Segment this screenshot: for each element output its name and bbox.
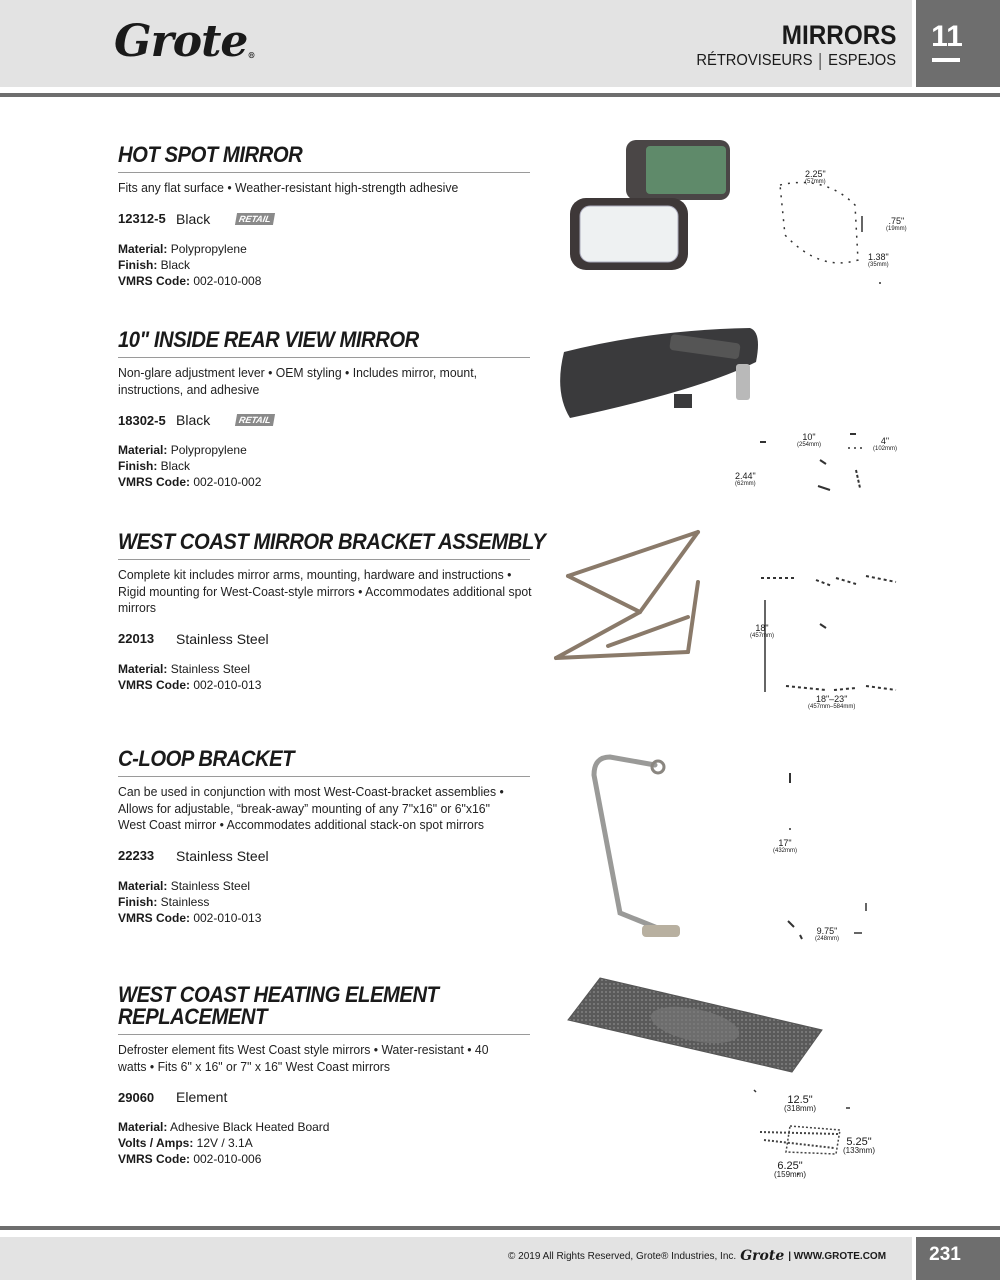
spec-list: [118, 241, 530, 289]
dim-width: 10" (254mm): [797, 432, 822, 448]
spec-vmrs: VMRS Code: 002-010-013: [118, 910, 262, 925]
spec-vmrs: VMRS Code: 002-010-002: [118, 475, 262, 489]
product-title: [118, 984, 497, 1028]
title-rule: [118, 172, 530, 173]
spec-material: Material: Stainless Steel: [118, 878, 251, 893]
product-heating-element: [118, 984, 530, 1167]
part-number: 22013: [118, 631, 155, 646]
spec-list: [118, 661, 530, 693]
dim-height: 4" (102mm): [873, 436, 898, 452]
spec-finish: Finish: Black: [118, 459, 191, 473]
spec-vmrs: VMRS Code: 002-010-008: [118, 273, 262, 288]
page-subtitle: [696, 52, 896, 70]
c-loop-bracket-image: [580, 745, 690, 945]
page-title: MIRRORS: [781, 20, 896, 50]
title-rule: [118, 357, 530, 358]
bracket-assembly-image: [548, 522, 738, 672]
dim-depth: .75" (19mm): [886, 216, 907, 232]
chapter-tab: [916, 0, 1000, 87]
subtitle-divider: [820, 53, 821, 70]
product-title: C-LOOP BRACKET: [118, 746, 295, 771]
part-number: 12312-5: [118, 211, 166, 226]
spec-list: [118, 878, 530, 926]
dim-width: 2.25" (57mm): [805, 169, 826, 185]
spec-material: Material: Polypropylene: [118, 443, 247, 457]
spec-finish: Finish: Black: [118, 257, 191, 272]
spec-material: Material: Stainless Steel: [118, 661, 251, 676]
spec-vmrs: VMRS Code: 002-010-013: [118, 677, 262, 692]
dim-width: 18"–23" (457mm–584mm): [808, 694, 856, 710]
part-description: Black: [176, 210, 211, 227]
chapter-underline: [932, 58, 960, 62]
dim-depth: 2.44" (62mm): [735, 471, 756, 487]
grote-logo: Grote®: [114, 16, 255, 67]
part-row: [118, 848, 530, 864]
retail-badge: RETAIL: [235, 213, 275, 225]
dim-width: 6.25" (159mm): [774, 1160, 807, 1179]
product-description: Complete kit includes mirror arms, mounting, hardware and instructions • Rigid mounting for West-Coast-style mirrors • Accommodates additional spot mirrors: [118, 567, 532, 615]
dim-height: 5.25" (133mm): [843, 1136, 876, 1155]
page-number: 231: [929, 1244, 961, 1265]
product-inside-rear-view-mirror: [118, 329, 530, 490]
hot-spot-mirror-image: [560, 130, 740, 280]
part-number: 18302-5: [118, 412, 166, 428]
spec-finish: Finish: Stainless: [118, 894, 210, 909]
product-title-line-1: WEST COAST HEATING ELEMENT: [118, 982, 439, 1007]
title-rule: [118, 1034, 530, 1035]
hot-spot-dimension-drawing: [770, 170, 890, 290]
part-row: [118, 412, 530, 428]
chapter-number: 11: [931, 20, 963, 53]
product-description: Fits any flat surface • Weather-resistant high-strength adhesive: [118, 180, 459, 195]
spec-material: Material: Polypropylene: [118, 241, 247, 256]
footer-grote-logo: Grote: [740, 1248, 785, 1264]
dim-length: 12.5" (318mm): [784, 1094, 817, 1113]
c-loop-dimension-drawing: [780, 765, 880, 945]
product-hot-spot-mirror: [118, 144, 530, 289]
copyright-text: © 2019 All Rights Reserved, Grote® Industries, Inc.: [508, 1250, 737, 1262]
dim-height: 18" (457mm): [750, 623, 775, 639]
spec-list: [118, 1119, 530, 1167]
dim-height: 17" (432mm): [773, 838, 798, 854]
footer: [508, 1248, 886, 1264]
part-description: Stainless Steel: [176, 847, 269, 864]
product-title-line-2: REPLACEMENT: [118, 1004, 267, 1029]
spec-list: [118, 442, 530, 490]
title-rule: [118, 559, 530, 560]
footer-rule: [0, 1226, 1000, 1230]
subtitle-spanish: ESPEJOS: [828, 52, 896, 69]
part-row: [118, 211, 530, 227]
part-row: [118, 1089, 530, 1105]
title-rule: [118, 776, 530, 777]
spec-volts-amps: Volts / Amps: 12V / 3.1A: [118, 1136, 253, 1150]
retail-badge: RETAIL: [235, 414, 275, 426]
dim-height: 1.38" (35mm): [868, 252, 889, 268]
part-description: Element: [176, 1089, 228, 1105]
part-description: Stainless Steel: [176, 630, 269, 647]
product-description: Non-glare adjustment lever • OEM styling • Includes mirror, mount, instructions, and adhesive: [118, 365, 478, 397]
heating-element-image: [560, 970, 830, 1080]
rear-view-mirror-image: [550, 322, 770, 422]
part-row: [118, 631, 530, 647]
product-c-loop-bracket: [118, 748, 530, 926]
dim-width: 9.75" (248mm): [815, 926, 840, 942]
product-description: Can be used in conjunction with most West-Coast-bracket assemblies • Allows for adjustable, “break-away” mounting of any 7"x16" or 6"x16" West Coast mirror • Accommodates additional stack-on spot mirrors: [118, 784, 504, 832]
page-number-tab: [916, 1237, 1000, 1280]
header-rule: [0, 93, 1000, 97]
part-number: 22233: [118, 848, 155, 863]
product-description: Defroster element fits West Coast style mirrors • Water-resistant • 40 watts • Fits 6" x 16" or 7" x 16" West Coast mirrors: [118, 1042, 489, 1074]
part-description: Black: [176, 412, 211, 428]
website-link[interactable]: | WWW.GROTE.COM: [788, 1250, 887, 1262]
spec-vmrs: VMRS Code: 002-010-006: [118, 1152, 262, 1166]
subtitle-french: RÉTROVISEURS: [696, 52, 813, 69]
product-west-coast-bracket-assembly: [118, 529, 546, 693]
product-title: HOT SPOT MIRROR: [118, 142, 303, 167]
part-number: 29060: [118, 1089, 155, 1105]
product-title: 10" INSIDE REAR VIEW MIRROR: [118, 327, 419, 352]
bracket-dimension-drawing: [756, 570, 901, 710]
spec-material: Material: Adhesive Black Heated Board: [118, 1120, 330, 1134]
product-title: WEST COAST MIRROR BRACKET ASSEMBLY: [118, 529, 546, 554]
